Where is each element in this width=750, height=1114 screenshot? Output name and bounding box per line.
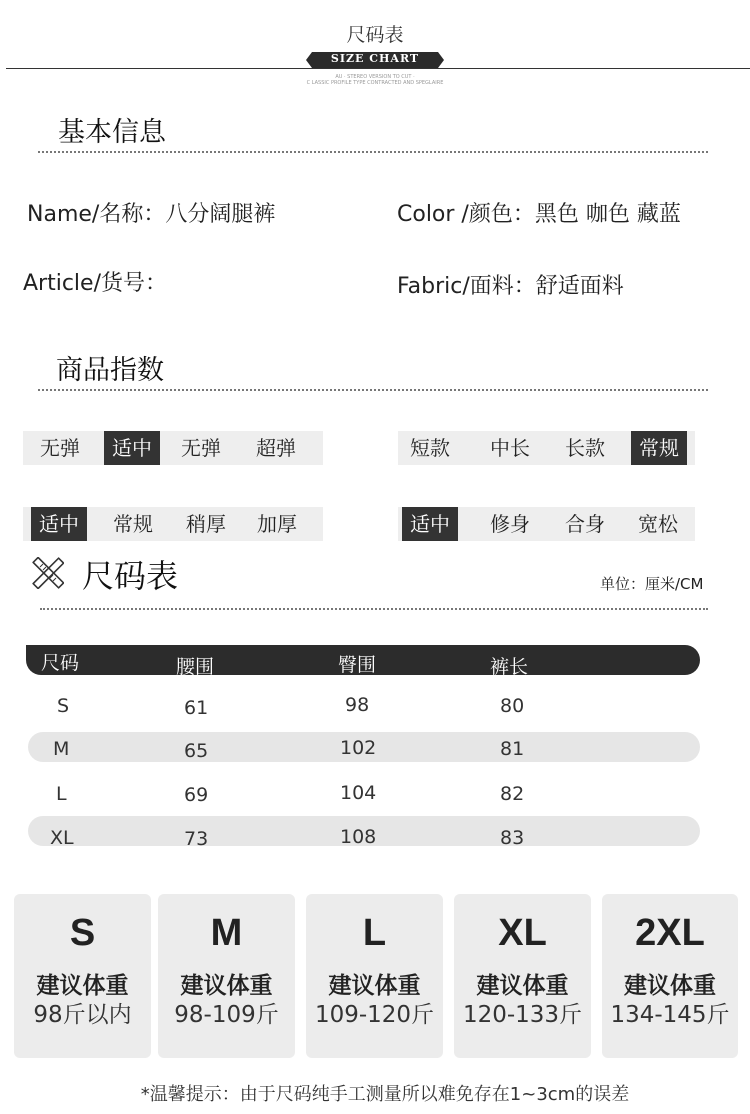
index-option: 稍厚: [186, 512, 226, 536]
weight-card-xl: [454, 894, 591, 1058]
table-cell: 104: [340, 782, 377, 804]
table-cell: 108: [340, 826, 377, 848]
card-size: M: [210, 912, 243, 954]
table-cell: 61: [184, 697, 209, 719]
card-size: S: [69, 912, 96, 954]
size-chart-title: 尺码表: [82, 557, 179, 595]
weight-card-s: [14, 894, 151, 1058]
product-fabric: Fabric/面料：舒适面料: [397, 274, 624, 299]
table-cell: L: [56, 783, 67, 805]
card-label: 建议体重: [36, 973, 129, 999]
index-option: 加厚: [257, 512, 297, 536]
header-title: 尺码表: [346, 24, 404, 46]
product-color: Color /颜色：黑色 咖色 藏蓝: [397, 202, 681, 227]
table-cell: 102: [340, 737, 377, 759]
index-option: 中长: [490, 436, 530, 460]
index-row-length: [398, 431, 695, 465]
card-weight-range: 109-120斤: [314, 1002, 435, 1028]
table-cell: 65: [184, 740, 209, 762]
table-cell: 69: [184, 784, 209, 806]
card-label: 建议体重: [476, 973, 569, 999]
product-article: Article/货号：: [23, 271, 167, 296]
card-weight-range: 134-145斤: [610, 1002, 730, 1028]
index-option: 无弹: [40, 436, 80, 460]
footnote: *温馨提示：由于尺码纯手工测量所以难免存在1~3cm的误差: [140, 1084, 630, 1105]
basic-info-title: 基本信息: [58, 117, 166, 148]
product-name: Name/名称：八分阔腿裤: [27, 202, 276, 227]
weight-card-2xl: [602, 894, 738, 1058]
index-option: 合身: [565, 512, 605, 536]
card-label: 建议体重: [624, 973, 716, 999]
ruler-pencil-icon: [32, 557, 64, 589]
index-row-elasticity: [23, 431, 323, 465]
section-divider: [38, 389, 708, 391]
index-option: 长款: [565, 436, 605, 460]
index-option-selected: 常规: [631, 431, 687, 465]
index-option: 短款: [410, 436, 450, 460]
index-option-selected: 适中: [104, 431, 160, 465]
table-cell: 80: [500, 695, 525, 717]
section-divider: [38, 151, 708, 153]
table-cell: XL: [50, 827, 74, 849]
header-cell-size: 尺码: [41, 652, 80, 674]
banner-text: SIZE CHART: [330, 52, 420, 65]
card-size: L: [362, 912, 387, 954]
fine-print-line: AU · STEREO VERSION TO CUT ·: [335, 74, 415, 80]
card-size: XL: [498, 912, 547, 954]
card-weight-range: 120-133斤: [462, 1002, 583, 1028]
card-weight-range: 98斤以内: [33, 1002, 132, 1028]
index-option: 常规: [113, 512, 153, 536]
index-option: 无弹: [181, 436, 221, 460]
card-label: 建议体重: [180, 973, 273, 999]
card-label: 建议体重: [328, 973, 421, 999]
table-header: [26, 645, 700, 678]
index-option: 修身: [490, 512, 530, 536]
table-cell: 83: [500, 827, 525, 849]
unit-label: 单位：厘米/CM: [600, 575, 704, 593]
header-fine-print: [0, 74, 750, 86]
header-cell-waist: 腰围: [176, 656, 215, 678]
index-title: 商品指数: [56, 355, 164, 386]
section-divider: [40, 608, 708, 610]
header-cell-length: 裤长: [490, 656, 529, 678]
index-option-selected: 适中: [402, 507, 458, 541]
header-cell-hip: 臀围: [338, 654, 377, 676]
table-cell: 82: [500, 783, 525, 805]
weight-card-l: [306, 894, 443, 1058]
table-cell: S: [57, 695, 70, 717]
table-cell: M: [53, 738, 70, 760]
index-option: 超弹: [256, 436, 296, 460]
index-option: 宽松: [638, 512, 678, 536]
card-size: 2XL: [635, 912, 705, 954]
card-weight-range: 98-109斤: [174, 1002, 279, 1028]
index-row-fit: [398, 507, 695, 541]
index-row-thickness: [23, 507, 323, 541]
index-option-selected: 适中: [31, 507, 87, 541]
header-rule: [6, 68, 750, 69]
weight-card-m: [158, 894, 295, 1058]
fine-print-line: C LASSIC PROFILE TYPE CONTRACTED AND SPEGLAIRE: [306, 80, 444, 86]
table-cell: 98: [345, 694, 370, 716]
table-cell: 73: [184, 828, 209, 850]
table-cell: 81: [500, 738, 525, 760]
